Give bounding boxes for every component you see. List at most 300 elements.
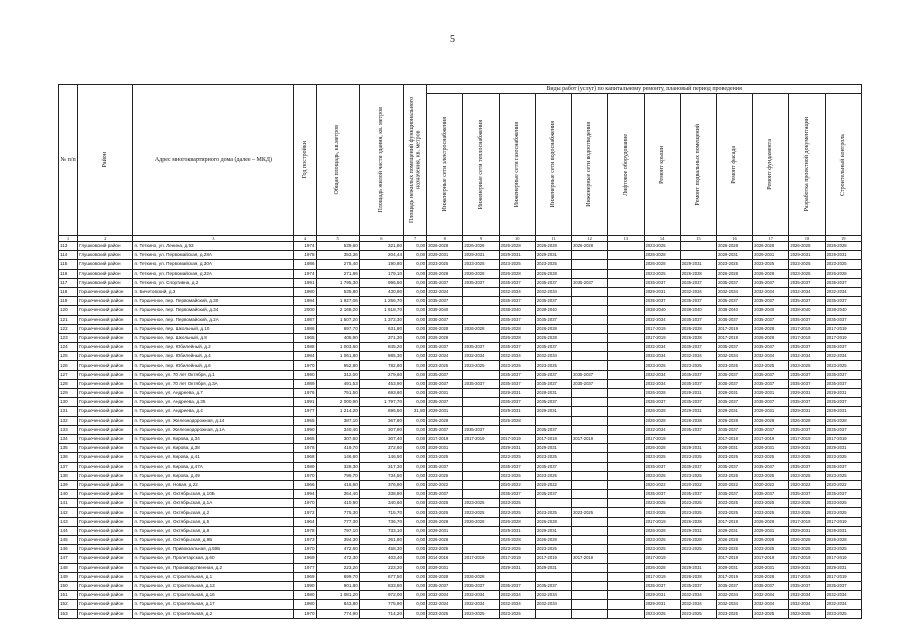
table-row bbox=[59, 563, 862, 572]
work-period-cell: 2023-2025 bbox=[572, 508, 608, 517]
work-period-cell: 2017-2019 bbox=[716, 333, 752, 342]
work-period-cell: 2032-2034 bbox=[644, 352, 680, 361]
work-period-cell bbox=[572, 398, 608, 407]
work-period-cell: 2035-2037 bbox=[825, 278, 861, 287]
year-cell: 1970 bbox=[294, 499, 316, 508]
table-row bbox=[59, 269, 862, 278]
row-number: 139 bbox=[59, 480, 78, 489]
work-period-cell: 2026-2028 bbox=[753, 269, 789, 278]
work-period-cell bbox=[535, 499, 571, 508]
work-period-cell: 2029-2031 bbox=[427, 389, 463, 398]
row-number: 127 bbox=[59, 370, 78, 379]
district-cell: Глушковский район bbox=[78, 269, 133, 278]
work-period-cell: 2032-2034 bbox=[825, 600, 861, 609]
work-period-cell: 2035-2037 bbox=[680, 297, 716, 306]
work-period-cell: 2017-2019 bbox=[716, 572, 752, 581]
nonres-area-cell: 0,00 bbox=[404, 278, 427, 287]
nonres-area-cell: 0,00 bbox=[404, 434, 427, 443]
work-period-cell: 2035-2037 bbox=[427, 581, 463, 590]
work-period-cell bbox=[572, 361, 608, 370]
work-period-cell bbox=[608, 434, 644, 443]
work-period-cell: 2035-2037 bbox=[463, 343, 499, 352]
work-period-cell: 2023-2025 bbox=[789, 499, 825, 508]
work-period-cell bbox=[680, 554, 716, 563]
work-period-cell: 2023-2025 bbox=[499, 260, 535, 269]
year-cell: 1991 bbox=[294, 278, 316, 287]
address-cell: п. Горшечное, ул. Кирова, д.34 bbox=[133, 434, 294, 443]
work-period-cell: 2035-2037 bbox=[499, 370, 535, 379]
address-cell: п. Горшечное, ул. Кирова, д.38 bbox=[133, 444, 294, 453]
living-area-cell: 279,60 bbox=[359, 370, 403, 379]
work-period-cell: 2035-2037 bbox=[680, 398, 716, 407]
work-period-cell bbox=[463, 563, 499, 572]
work-period-cell: 2035-2037 bbox=[572, 278, 608, 287]
work-period-cell: 2017-2019 bbox=[789, 333, 825, 342]
work-period-cell bbox=[608, 490, 644, 499]
work-period-cell: 2035-2037 bbox=[680, 425, 716, 434]
work-period-cell: 2035-2037 bbox=[716, 581, 752, 590]
work-period-cell: 2029-2031 bbox=[716, 251, 752, 260]
work-period-cell: 2023-2025 bbox=[427, 609, 463, 618]
total-area-cell: 1 214,20 bbox=[316, 407, 359, 416]
work-period-cell bbox=[535, 416, 571, 425]
work-period-cell: 2023-2025 bbox=[427, 499, 463, 508]
work-period-cell: 2014-2016 bbox=[427, 554, 463, 563]
total-area-cell: 419,70 bbox=[316, 444, 359, 453]
column-number: 15 bbox=[680, 236, 716, 242]
year-cell: 1990 bbox=[294, 581, 316, 590]
work-period-cell: 2023-2025 bbox=[535, 453, 571, 462]
nonres-area-cell: 0,00 bbox=[404, 251, 427, 260]
work-period-cell bbox=[572, 545, 608, 554]
nonres-area-cell: 0,00 bbox=[404, 343, 427, 352]
district-cell: Горшеченский район bbox=[78, 609, 133, 618]
total-area-cell: 410,90 bbox=[316, 499, 359, 508]
table-row bbox=[59, 407, 862, 416]
work-period-cell: 2023-2025 bbox=[463, 361, 499, 370]
table-row bbox=[59, 591, 862, 600]
work-period-cell: 2035-2037 bbox=[427, 315, 463, 324]
work-period-cell: 2032-2034 bbox=[753, 352, 789, 361]
row-number: 153 bbox=[59, 609, 78, 618]
work-period-cell: 2035-2037 bbox=[427, 398, 463, 407]
work-period-cell: 2029-2031 bbox=[535, 407, 571, 416]
table-row bbox=[59, 526, 862, 535]
work-period-cell: 2023-2025 bbox=[499, 471, 535, 480]
row-number: 143 bbox=[59, 517, 78, 526]
living-area-cell: 372,60 bbox=[359, 444, 403, 453]
work-period-cell: 2035-2037 bbox=[753, 581, 789, 590]
row-number: 120 bbox=[59, 306, 78, 315]
work-period-cell: 2026-2028 bbox=[716, 242, 752, 251]
work-period-cell bbox=[608, 453, 644, 462]
table-row bbox=[59, 278, 862, 287]
work-period-cell: 2032-2034 bbox=[789, 352, 825, 361]
work-period-cell: 2029-2031 bbox=[427, 563, 463, 572]
living-area-cell: 307,40 bbox=[359, 434, 403, 443]
header-work-group: Виды работ (услуг) по капитальному ремонту, плановый период проведения bbox=[427, 85, 862, 94]
table-row bbox=[59, 609, 862, 618]
district-cell: Горшеченский район bbox=[78, 416, 133, 425]
work-period-cell bbox=[608, 536, 644, 545]
header-work-design: Разработка проектной документации bbox=[789, 94, 825, 236]
table-row bbox=[59, 508, 862, 517]
work-period-cell: 2035-2037 bbox=[789, 370, 825, 379]
row-number: 124 bbox=[59, 343, 78, 352]
total-area-cell: 223,20 bbox=[316, 563, 359, 572]
work-period-cell: 2035-2037 bbox=[463, 278, 499, 287]
total-area-cell: 952,80 bbox=[316, 361, 359, 370]
work-period-cell: 2032-2034 bbox=[680, 591, 716, 600]
total-area-cell: 1 795,30 bbox=[316, 278, 359, 287]
total-area-cell: 797,10 bbox=[316, 526, 359, 535]
living-area-cell: 1 797,70 bbox=[359, 398, 403, 407]
work-period-cell: 2032-2034 bbox=[753, 591, 789, 600]
work-period-cell: 2035-2037 bbox=[753, 379, 789, 388]
work-period-cell: 2035-2037 bbox=[716, 462, 752, 471]
nonres-area-cell: 31,80 bbox=[404, 407, 427, 416]
work-period-cell: 2035-2037 bbox=[535, 343, 571, 352]
work-period-cell bbox=[572, 536, 608, 545]
work-period-cell bbox=[608, 260, 644, 269]
nonres-area-cell: 0,00 bbox=[404, 269, 427, 278]
work-period-cell bbox=[572, 490, 608, 499]
table-row bbox=[59, 361, 862, 370]
living-area-cell: 677,50 bbox=[359, 572, 403, 581]
work-period-cell bbox=[572, 444, 608, 453]
header-address: Адрес многоквартирного дома (далее – МКД) bbox=[133, 85, 294, 236]
work-period-cell: 2035-2037 bbox=[499, 315, 535, 324]
work-period-cell: 2035-2037 bbox=[680, 490, 716, 499]
work-period-cell: 2029-2031 bbox=[680, 563, 716, 572]
living-area-cell: 376,90 bbox=[359, 480, 403, 489]
year-cell: 1972 bbox=[294, 508, 316, 517]
year-cell: 1984 bbox=[294, 297, 316, 306]
work-period-cell: 2026-2028 bbox=[463, 242, 499, 251]
living-area-cell: 403,40 bbox=[359, 554, 403, 563]
column-number: 10 bbox=[499, 236, 535, 242]
work-period-cell: 2026-2028 bbox=[499, 269, 535, 278]
work-period-cell bbox=[463, 471, 499, 480]
work-period-cell bbox=[608, 287, 644, 296]
nonres-area-cell: 0,00 bbox=[404, 361, 427, 370]
work-period-cell bbox=[572, 315, 608, 324]
work-period-cell: 2032-2034 bbox=[825, 287, 861, 296]
year-cell: 1980 bbox=[294, 287, 316, 296]
work-period-cell: 2023-2025 bbox=[789, 471, 825, 480]
work-period-cell: 2026-2028 bbox=[499, 517, 535, 526]
table-row bbox=[59, 490, 862, 499]
work-period-cell bbox=[463, 416, 499, 425]
work-period-cell: 2029-2031 bbox=[499, 251, 535, 260]
nonres-area-cell: 0,00 bbox=[404, 545, 427, 554]
work-period-cell: 2035-2037 bbox=[463, 581, 499, 590]
living-area-cell: 845,20 bbox=[359, 343, 403, 352]
work-period-cell: 2023-2025 bbox=[680, 471, 716, 480]
work-period-cell: 2023-2025 bbox=[789, 453, 825, 462]
work-period-cell: 2017-2019 bbox=[572, 554, 608, 563]
work-period-cell bbox=[608, 278, 644, 287]
year-cell: 1984 bbox=[294, 352, 316, 361]
work-period-cell: 2035-2037 bbox=[825, 425, 861, 434]
work-period-cell bbox=[608, 379, 644, 388]
year-cell: 1970 bbox=[294, 471, 316, 480]
work-period-cell bbox=[608, 306, 644, 315]
address-cell: п. Горшечное, ул. Привокзальная, д.59Б bbox=[133, 545, 294, 554]
year-cell: 1969 bbox=[294, 554, 316, 563]
work-period-cell: 2035-2037 bbox=[716, 315, 752, 324]
nonres-area-cell: 0,00 bbox=[404, 324, 427, 333]
living-area-cell: 321,80 bbox=[359, 242, 403, 251]
row-number: 149 bbox=[59, 572, 78, 581]
work-period-cell: 2017-2019 bbox=[825, 434, 861, 443]
work-period-cell: 2023-2025 bbox=[825, 453, 861, 462]
work-period-cell: 2026-2028 bbox=[463, 324, 499, 333]
table-row bbox=[59, 554, 862, 563]
header-work-roof: Ремонт крыши bbox=[644, 94, 680, 236]
work-period-cell: 2023-2025 bbox=[535, 471, 571, 480]
work-period-cell: 2032-2034 bbox=[680, 352, 716, 361]
work-period-cell: 2032-2034 bbox=[644, 343, 680, 352]
row-number: 119 bbox=[59, 297, 78, 306]
work-period-cell: 2032-2034 bbox=[753, 287, 789, 296]
year-cell: 1989 bbox=[294, 462, 316, 471]
table-row bbox=[59, 297, 862, 306]
total-area-cell: 312,00 bbox=[316, 370, 359, 379]
header-district: Район bbox=[78, 85, 133, 236]
year-cell: 1965 bbox=[294, 333, 316, 342]
work-period-cell: 2035-2037 bbox=[789, 462, 825, 471]
work-period-cell bbox=[535, 572, 571, 581]
work-period-cell: 2026-2028 bbox=[753, 572, 789, 581]
table-row bbox=[59, 398, 862, 407]
district-cell: Горшеченский район bbox=[78, 333, 133, 342]
work-period-cell: 2029-2031 bbox=[753, 526, 789, 535]
work-period-cell: 2035-2037 bbox=[535, 398, 571, 407]
work-period-cell: 2035-2037 bbox=[427, 379, 463, 388]
work-period-cell: 2023-2025 bbox=[644, 269, 680, 278]
column-number: 3 bbox=[133, 236, 294, 242]
district-cell: Горшеченский район bbox=[78, 480, 133, 489]
work-period-cell: 2032-2034 bbox=[427, 287, 463, 296]
work-period-cell: 2017-2019 bbox=[535, 554, 571, 563]
total-area-cell: 364,40 bbox=[316, 490, 359, 499]
work-period-cell: 2017-2019 bbox=[427, 434, 463, 443]
work-period-cell: 2023-2025 bbox=[716, 453, 752, 462]
work-period-cell: 2032-2034 bbox=[499, 287, 535, 296]
work-period-cell: 2023-2025 bbox=[499, 508, 535, 517]
work-period-cell: 2035-2037 bbox=[789, 581, 825, 590]
work-period-cell bbox=[608, 581, 644, 590]
work-period-cell: 2029-2031 bbox=[789, 444, 825, 453]
nonres-area-cell: 0,00 bbox=[404, 444, 427, 453]
work-period-cell: 2035-2037 bbox=[680, 581, 716, 590]
column-number: 4 bbox=[294, 236, 316, 242]
work-period-cell: 2035-2037 bbox=[825, 398, 861, 407]
work-period-cell: 2023-2025 bbox=[535, 260, 571, 269]
work-period-cell: 2023-2025 bbox=[789, 508, 825, 517]
work-period-cell bbox=[572, 563, 608, 572]
work-period-cell: 2023-2025 bbox=[644, 471, 680, 480]
work-period-cell: 2032-2034 bbox=[716, 600, 752, 609]
district-cell: Горшеченский район bbox=[78, 361, 133, 370]
row-number: 136 bbox=[59, 453, 78, 462]
address-cell: п. Горшечное, ул. Октябрьская, д.10Б bbox=[133, 490, 294, 499]
nonres-area-cell: 0,00 bbox=[404, 563, 427, 572]
work-period-cell bbox=[499, 572, 535, 581]
work-period-cell: 2035-2037 bbox=[427, 425, 463, 434]
work-period-cell: 2035-2037 bbox=[716, 398, 752, 407]
work-period-cell bbox=[608, 425, 644, 434]
work-period-cell bbox=[608, 600, 644, 609]
work-period-cell: 2035-2037 bbox=[463, 379, 499, 388]
work-period-cell: 2035-2037 bbox=[535, 278, 571, 287]
work-period-cell: 2017-2019 bbox=[753, 434, 789, 443]
work-period-cell: 2026-2028 bbox=[716, 536, 752, 545]
work-period-cell bbox=[608, 389, 644, 398]
address-cell: п. Горшечное, ул. Железнодорожная, д.14 bbox=[133, 416, 294, 425]
year-cell: 1970 bbox=[294, 545, 316, 554]
address-cell: п. Горшечное, ул. Октябрьская, д.9Б bbox=[133, 536, 294, 545]
work-period-cell bbox=[608, 242, 644, 251]
work-period-cell: 2035-2037 bbox=[825, 462, 861, 471]
work-period-cell: 2029-2031 bbox=[535, 389, 571, 398]
work-period-cell: 2029-2031 bbox=[535, 526, 571, 535]
work-period-cell bbox=[463, 398, 499, 407]
nonres-area-cell: 0,00 bbox=[404, 287, 427, 296]
work-period-cell: 2026-2028 bbox=[644, 416, 680, 425]
work-period-cell bbox=[608, 333, 644, 342]
work-period-cell: 2017-2019 bbox=[825, 324, 861, 333]
work-period-cell bbox=[608, 499, 644, 508]
work-period-cell bbox=[608, 609, 644, 618]
table-row bbox=[59, 581, 862, 590]
work-period-cell: 2029-2031 bbox=[427, 444, 463, 453]
row-number: 132 bbox=[59, 416, 78, 425]
row-number: 146 bbox=[59, 545, 78, 554]
district-cell: Горшеченский район bbox=[78, 508, 133, 517]
address-cell: п. Горшечное, пер. Первомайский, д.2А bbox=[133, 315, 294, 324]
work-period-cell: 2038-2040 bbox=[825, 306, 861, 315]
work-period-cell: 2035-2037 bbox=[680, 343, 716, 352]
work-period-cell: 2023-2025 bbox=[644, 536, 680, 545]
row-number: 151 bbox=[59, 591, 78, 600]
total-area-cell: 751,50 bbox=[316, 389, 359, 398]
total-area-cell: 405,90 bbox=[316, 333, 359, 342]
address-cell: п. Горшечное, ул. Кирова, д.47А bbox=[133, 462, 294, 471]
work-period-cell: 2029-2031 bbox=[789, 389, 825, 398]
work-period-cell: 2023-2025 bbox=[680, 499, 716, 508]
nonres-area-cell: 0,00 bbox=[404, 499, 427, 508]
living-area-cell: 775,90 bbox=[359, 600, 403, 609]
year-cell: 1977 bbox=[294, 407, 316, 416]
living-area-cell: 430,80 bbox=[359, 287, 403, 296]
work-period-cell: 2035-2037 bbox=[825, 379, 861, 388]
column-number: 1 bbox=[59, 236, 78, 242]
work-period-cell: 2026-2028 bbox=[535, 324, 571, 333]
work-period-cell: 2023-2025 bbox=[716, 471, 752, 480]
work-period-cell bbox=[463, 545, 499, 554]
work-period-cell: 2026-2028 bbox=[427, 242, 463, 251]
work-period-cell: 2020-2022 bbox=[680, 480, 716, 489]
work-period-cell bbox=[572, 499, 608, 508]
work-period-cell: 2032-2034 bbox=[463, 591, 499, 600]
work-period-cell bbox=[608, 508, 644, 517]
work-period-cell: 2017-2019 bbox=[716, 324, 752, 333]
nonres-area-cell: 0,00 bbox=[404, 600, 427, 609]
work-period-cell: 2017-2019 bbox=[716, 554, 752, 563]
work-period-cell bbox=[608, 480, 644, 489]
work-period-cell: 2026-2028 bbox=[825, 536, 861, 545]
work-period-cell bbox=[608, 444, 644, 453]
work-period-cell: 2029-2031 bbox=[716, 563, 752, 572]
work-period-cell: 2029-2031 bbox=[427, 526, 463, 535]
work-period-cell: 2026-2028 bbox=[644, 444, 680, 453]
work-period-cell: 2029-2031 bbox=[716, 389, 752, 398]
district-cell: Горшеченский район bbox=[78, 398, 133, 407]
total-area-cell: 535,80 bbox=[316, 287, 359, 296]
total-area-cell: 1 061,80 bbox=[316, 352, 359, 361]
work-period-cell: 2035-2037 bbox=[427, 343, 463, 352]
work-period-cell: 2026-2028 bbox=[825, 242, 861, 251]
work-period-cell: 2029-2031 bbox=[644, 591, 680, 600]
table-row bbox=[59, 434, 862, 443]
row-number: 126 bbox=[59, 361, 78, 370]
year-cell: 1987 bbox=[294, 315, 316, 324]
work-period-cell: 2026-2028 bbox=[680, 572, 716, 581]
work-period-cell bbox=[572, 260, 608, 269]
nonres-area-cell: 0,00 bbox=[404, 471, 427, 480]
work-period-cell: 2029-2031 bbox=[680, 407, 716, 416]
year-cell: 1986 bbox=[294, 260, 316, 269]
nonres-area-cell: 0,00 bbox=[404, 572, 427, 581]
work-period-cell: 2026-2028 bbox=[680, 517, 716, 526]
year-cell: 2000 bbox=[294, 306, 316, 315]
work-period-cell bbox=[608, 545, 644, 554]
work-period-cell: 2026-2028 bbox=[825, 416, 861, 425]
year-cell: 1978 bbox=[294, 251, 316, 260]
row-number: 130 bbox=[59, 398, 78, 407]
address-cell: п. Теткино, ул. Первомайская, д.30А bbox=[133, 260, 294, 269]
work-period-cell: 2029-2031 bbox=[825, 444, 861, 453]
living-area-cell: 782,80 bbox=[359, 361, 403, 370]
work-period-cell: 2023-2025 bbox=[680, 508, 716, 517]
work-period-cell: 2023-2025 bbox=[753, 471, 789, 480]
address-cell: п. Горшечное, пер. Юбилейный, д.6 bbox=[133, 361, 294, 370]
header-work-foundation: Ремонт фундамента bbox=[753, 94, 789, 236]
work-period-cell: 2026-2028 bbox=[680, 536, 716, 545]
district-cell: Горшеченский район bbox=[78, 453, 133, 462]
work-period-cell: 2023-2025 bbox=[427, 453, 463, 462]
row-number: 138 bbox=[59, 471, 78, 480]
work-period-cell: 2017-2019 bbox=[535, 434, 571, 443]
work-period-cell: 2023-2025 bbox=[753, 545, 789, 554]
row-number: 115 bbox=[59, 260, 78, 269]
total-area-cell: 387,10 bbox=[316, 416, 359, 425]
work-period-cell: 2026-2028 bbox=[427, 416, 463, 425]
work-period-cell: 2026-2028 bbox=[427, 269, 463, 278]
row-number: 117 bbox=[59, 278, 78, 287]
living-area-cell: 733,10 bbox=[359, 526, 403, 535]
year-cell: 1977 bbox=[294, 563, 316, 572]
address-cell: п. Горшечное, ул. Производственная, д.2 bbox=[133, 563, 294, 572]
work-period-cell: 2023-2025 bbox=[644, 361, 680, 370]
work-period-cell: 2023-2025 bbox=[789, 260, 825, 269]
work-period-cell: 2035-2037 bbox=[427, 278, 463, 287]
work-period-cell: 2035-2037 bbox=[535, 462, 571, 471]
header-work-basement: Ремонт подвальных помещений bbox=[680, 94, 716, 236]
table-row bbox=[59, 324, 862, 333]
